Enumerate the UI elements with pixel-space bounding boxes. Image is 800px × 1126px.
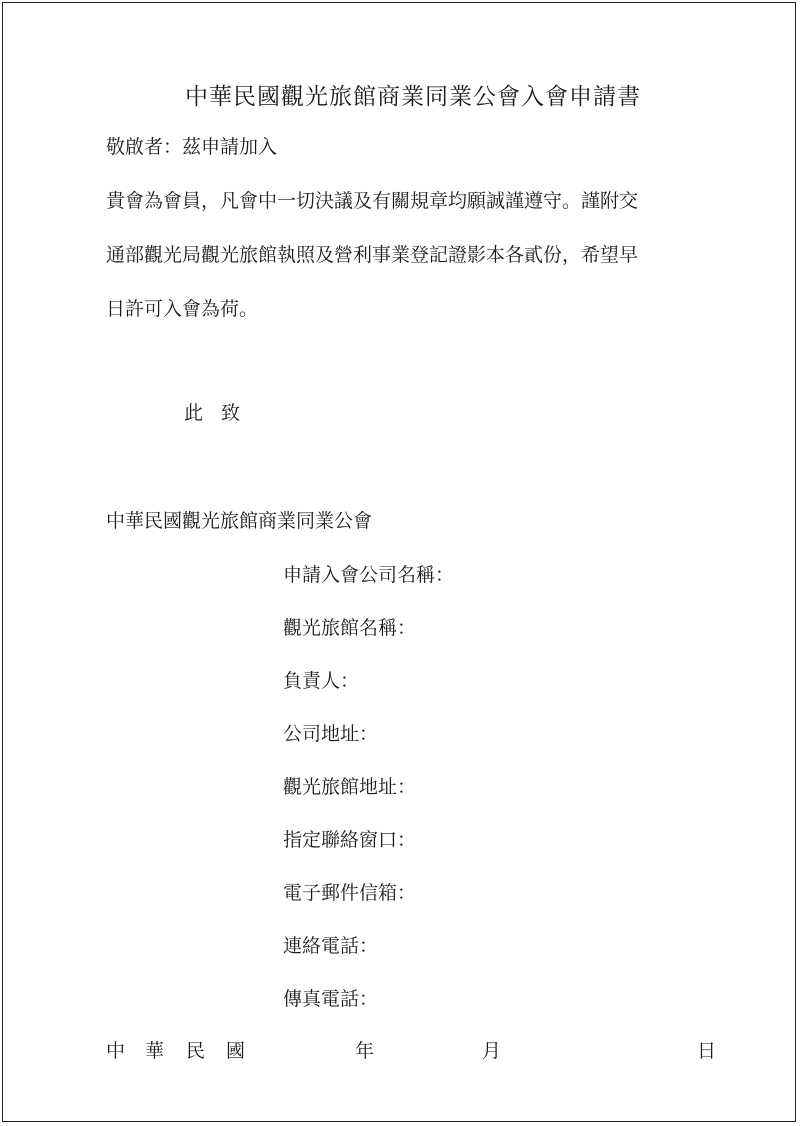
field-company-name-label: 申請入會公司名稱： <box>283 564 455 586</box>
date-era-char-1: 中 <box>106 1040 126 1062</box>
field-email-label: 電子郵件信箱： <box>283 882 417 904</box>
field-phone-label: 連絡電話： <box>283 935 379 957</box>
body-line-3: 日許可入會為荷。 <box>106 298 259 320</box>
field-hotel-name-label: 觀光旅館名稱： <box>283 617 417 639</box>
field-hotel-address-label: 觀光旅館地址： <box>283 776 417 798</box>
recipient-name: 中華民國觀光旅館商業同業公會 <box>106 510 373 532</box>
field-responsible-person-label: 負責人： <box>283 670 360 692</box>
closing-phrase: 此 致 <box>184 402 247 424</box>
date-era-char-3: 民 <box>186 1040 206 1062</box>
date-year-label: 年 <box>355 1040 375 1062</box>
date-era-char-2: 華 <box>145 1040 165 1062</box>
date-day-label: 日 <box>697 1040 717 1062</box>
body-line-2: 通部觀光局觀光旅館執照及營利事業登記證影本各貳份，希望早 <box>106 244 639 266</box>
date-era-char-4: 國 <box>226 1040 246 1062</box>
field-company-address-label: 公司地址： <box>283 723 379 745</box>
document-title: 中華民國觀光旅館商業同業公會入會申請書 <box>185 84 641 110</box>
body-line-1: 貴會為會員，凡會中一切決議及有關規章均願誠謹遵守。謹附交 <box>106 190 639 212</box>
salutation: 敬啟者：茲申請加入 <box>106 136 278 158</box>
date-month-label: 月 <box>482 1040 502 1062</box>
field-contact-window-label: 指定聯絡窗口： <box>283 829 417 851</box>
field-fax-label: 傳真電話： <box>283 988 379 1010</box>
